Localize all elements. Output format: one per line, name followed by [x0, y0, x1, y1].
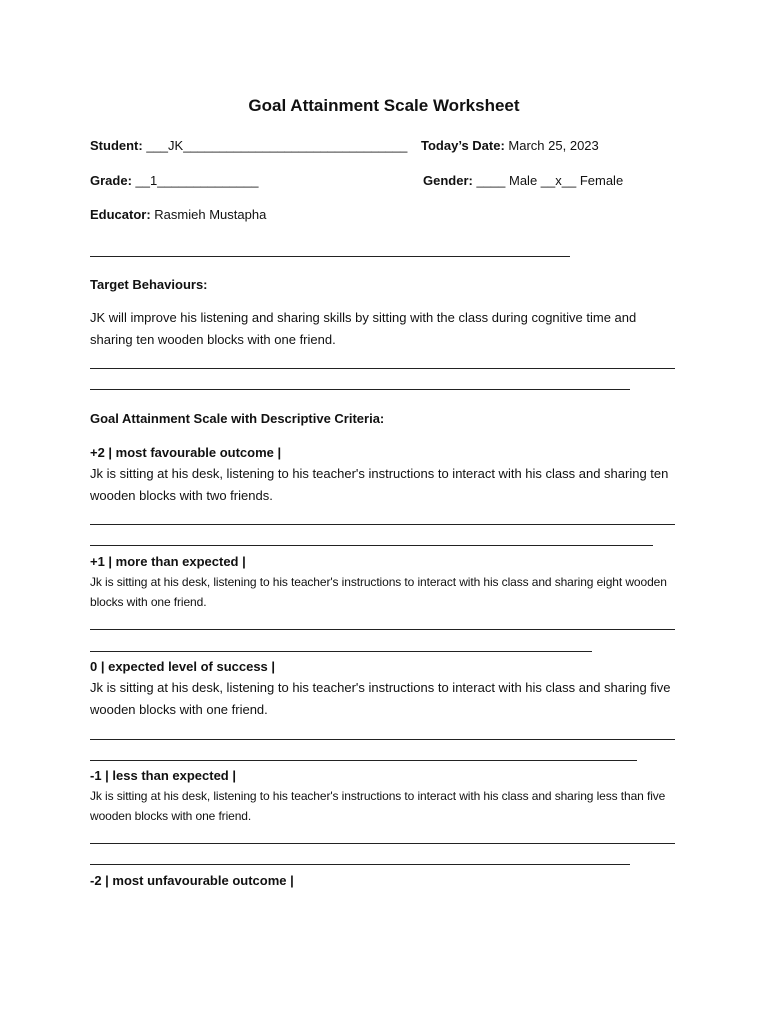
level-heading: -1 | less than expected |: [90, 768, 236, 783]
grade-value: __1______________: [135, 173, 259, 188]
writing-line: [90, 651, 592, 652]
student-field: [90, 138, 407, 153]
level-heading: +1 | more than expected |: [90, 554, 246, 569]
educator-value: Rasmieh Mustapha: [154, 207, 267, 222]
writing-line: [90, 864, 630, 865]
student-label: Student:: [90, 138, 143, 153]
date-value: March 25, 2023: [508, 138, 599, 153]
student-value: ___JK_______________________________: [146, 138, 408, 153]
writing-line: [90, 843, 675, 844]
writing-line: [90, 760, 637, 761]
educator-field: [90, 207, 266, 222]
level-heading: +2 | most favourable outcome |: [90, 445, 282, 460]
divider-line: [90, 256, 570, 257]
target-heading: Target Behaviours:: [90, 277, 208, 292]
grade-label: Grade:: [90, 173, 132, 188]
writing-line: [90, 545, 653, 546]
writing-line: [90, 524, 675, 525]
date-label: Today’s Date:: [421, 138, 505, 153]
gender-field: [423, 173, 623, 188]
level-text: Jk is sitting at his desk, listening to his teacher's instructions to interact with his class and sharing ten wooden blocks with two friends.: [90, 466, 669, 503]
writing-line: [90, 629, 675, 630]
writing-line: [90, 389, 630, 390]
scale-heading: Goal Attainment Scale with Descriptive Criteria:: [90, 411, 385, 426]
writing-line: [90, 368, 675, 369]
level-heading: -2 | most unfavourable outcome |: [90, 873, 294, 888]
writing-line: [90, 739, 675, 740]
level-heading: 0 | expected level of success |: [90, 659, 276, 674]
level-text: Jk is sitting at his desk, listening to his teacher's instructions to interact with his class and sharing less than five wooden blocks with one friend.: [90, 789, 666, 823]
level-text: Jk is sitting at his desk, listening to his teacher's instructions to interact with his class and sharing five wooden blocks with one friend.: [90, 680, 671, 717]
date-field: [421, 138, 599, 153]
educator-label: Educator:: [90, 207, 151, 222]
gender-label: Gender:: [423, 173, 473, 188]
page-title: Goal Attainment Scale Worksheet: [248, 96, 520, 115]
level-text: Jk is sitting at his desk, listening to his teacher's instructions to interact with his class and sharing eight wooden blocks with one friend.: [90, 575, 667, 609]
gender-value: ____ Male __x__ Female: [476, 173, 624, 188]
target-text: JK will improve his listening and sharing skills by sitting with the class during cognitive time and sharing ten wooden blocks with one friend.: [90, 310, 637, 347]
grade-field: [90, 173, 258, 188]
